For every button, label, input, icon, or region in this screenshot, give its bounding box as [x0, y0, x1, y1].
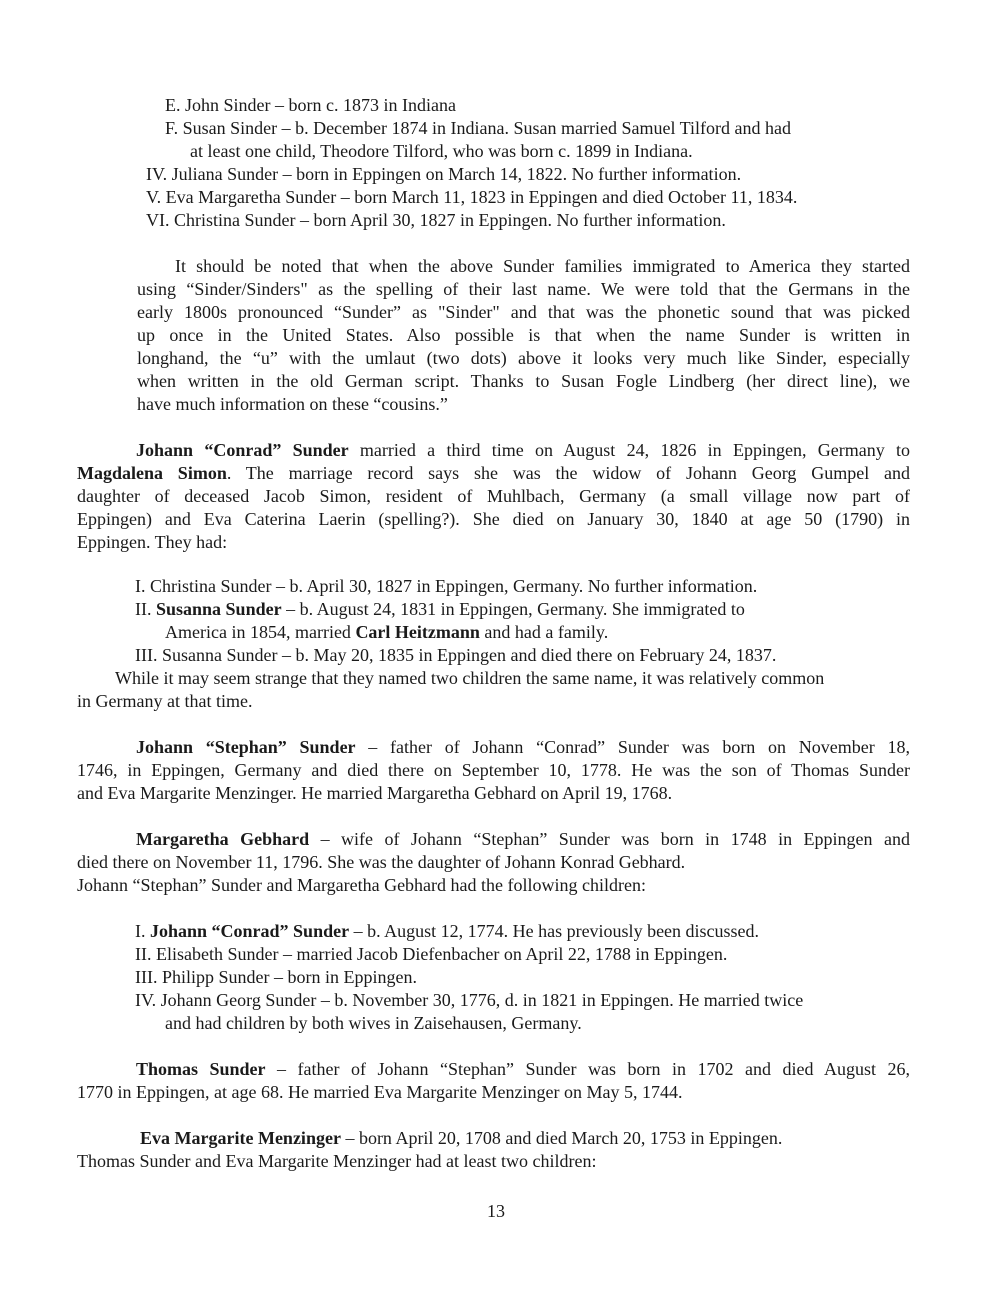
text-line	[77, 462, 910, 484]
text-span: I.	[135, 921, 150, 941]
person-name: Margaretha Gebhard	[136, 829, 310, 849]
person-name: Johann “Conrad” Sunder	[136, 440, 349, 460]
text-span: – father of Johann “Conrad” Sunder was born on November 18,	[355, 737, 910, 757]
person-name: Magdalena Simon	[77, 463, 227, 483]
text-span: America in 1854, married	[165, 622, 356, 642]
person-name: Johann “Conrad” Sunder	[150, 921, 350, 941]
page-number: 13	[487, 1201, 505, 1221]
text-line: While it may seem strange that they named two children the same name, it was relatively common	[115, 668, 825, 688]
text-span: and had a family.	[479, 622, 609, 642]
person-name: Johann “Stephan” Sunder	[136, 737, 356, 757]
person-name: Carl Heitzmann	[355, 622, 480, 642]
text-line: Thomas Sunder and Eva Margarite Menzinger had at least two children:	[77, 1151, 597, 1171]
text-line: It should be noted that when the above Sunder families immigrated to America they started	[175, 256, 910, 276]
text-span: – born April 20, 1708 and died March 20, 1753 in Eppingen.	[340, 1128, 783, 1148]
text-line: 1770 in Eppingen, at age 68. He married Eva Margarite Menzinger on May 5, 1744.	[77, 1082, 683, 1102]
person-name: Eva Margarite Menzinger	[140, 1128, 341, 1148]
text-span: . The marriage record says she was the widow of Johann Georg Gumpel and	[226, 463, 910, 483]
list-item-continuation: and had children by both wives in Zaisehausen, Germany.	[165, 1013, 582, 1033]
list-item: F. Susan Sinder – b. December 1874 in Indiana. Susan married Samuel Tilford and had	[165, 118, 791, 138]
text-line: longhand, the “u” with the umlaut (two dots) above it looks very much like Sinder, especially	[137, 348, 910, 368]
text-span: – b. August 24, 1831 in Eppingen, Germany. She immigrated to	[281, 599, 745, 619]
person-name: Thomas Sunder	[136, 1059, 266, 1079]
text-line	[136, 736, 910, 758]
list-item: VI. Christina Sunder – born April 30, 1827 in Eppingen. No further information.	[146, 210, 726, 230]
text-span: – b. August 12, 1774. He has previously been discussed.	[349, 921, 760, 941]
text-line: daughter of deceased Jacob Simon, resident of Muhlbach, Germany (a small village now part of	[77, 486, 910, 506]
list-item: E. John Sinder – born c. 1873 in Indiana	[165, 95, 456, 115]
list-item	[135, 920, 759, 942]
text-line	[136, 1058, 910, 1080]
list-item-continuation	[165, 621, 608, 643]
text-line	[136, 828, 910, 850]
list-item: III. Susanna Sunder – b. May 20, 1835 in Eppingen and died there on February 24, 1837.	[135, 645, 777, 665]
text-span: II.	[135, 599, 156, 619]
list-item: I. Christina Sunder – b. April 30, 1827 in Eppingen, Germany. No further information.	[135, 576, 758, 596]
text-line: Eppingen) and Eva Caterina Laerin (spelling?). She died on January 30, 1840 at age 50 (1790) in	[77, 509, 910, 529]
text-line: Eppingen. They had:	[77, 532, 228, 552]
list-item	[135, 598, 745, 620]
text-span: – wife of Johann “Stephan” Sunder was born in 1748 in Eppingen and	[309, 829, 910, 849]
text-line: when written in the old German script. Thanks to Susan Fogle Lindberg (her direct line), we	[137, 371, 910, 391]
list-item-continuation: at least one child, Theodore Tilford, who was born c. 1899 in Indiana.	[190, 141, 693, 161]
text-line	[140, 1127, 782, 1149]
text-line: died there on November 11, 1796. She was the daughter of Johann Konrad Gebhard.	[77, 852, 686, 872]
text-line: up once in the United States. Also possible is that when the name Sunder is written in	[137, 325, 910, 345]
text-span: married a third time on August 24, 1826 in Eppingen, Germany to	[348, 440, 910, 460]
text-line: early 1800s pronounced “Sunder” as "Sinder" and that was the phonetic sound that was picked	[137, 302, 910, 322]
list-item: IV. Juliana Sunder – born in Eppingen on March 14, 1822. No further information.	[146, 164, 742, 184]
list-item: V. Eva Margaretha Sunder – born March 11, 1823 in Eppingen and died October 11, 1834.	[146, 187, 798, 207]
text-line	[136, 439, 910, 461]
list-item: II. Elisabeth Sunder – married Jacob Diefenbacher on April 22, 1788 in Eppingen.	[135, 944, 728, 964]
text-span: – father of Johann “Stephan” Sunder was born in 1702 and died August 26,	[265, 1059, 910, 1079]
person-name: Susanna Sunder	[156, 599, 282, 619]
list-item: IV. Johann Georg Sunder – b. November 30, 1776, d. in 1821 in Eppingen. He married twice	[135, 990, 804, 1010]
text-line: Johann “Stephan” Sunder and Margaretha Gebhard had the following children:	[77, 875, 646, 895]
text-line: in Germany at that time.	[77, 691, 253, 711]
text-line: 1746, in Eppingen, Germany and died there on September 10, 1778. He was the son of Thomas Sunder	[77, 760, 910, 780]
text-line: have much information on these “cousins.”	[137, 394, 448, 414]
text-line: using “Sinder/Sinders" as the spelling of their last name. We were told that the Germans in the	[137, 279, 910, 299]
text-line: and Eva Margarite Menzinger. He married Margaretha Gebhard on April 19, 1768.	[77, 783, 673, 803]
list-item: III. Philipp Sunder – born in Eppingen.	[135, 967, 417, 987]
